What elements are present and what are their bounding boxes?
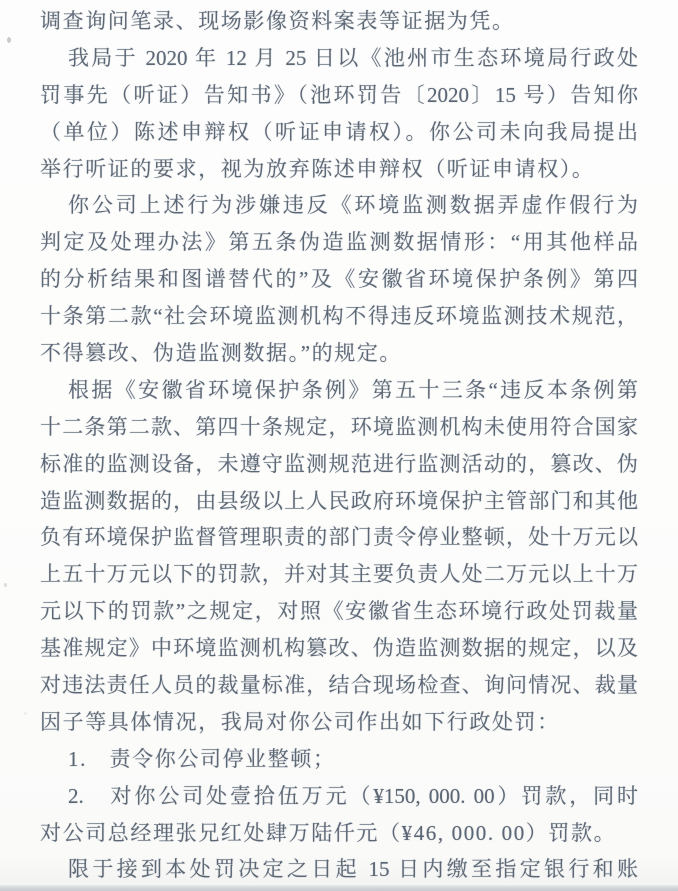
document-line: 基准规定》中环境监测机构篡改、伪造监测数据的规定，以及: [40, 636, 638, 661]
document-line: 十条第二款“社会环境监测机构不得违反环境监测技术规范，: [40, 304, 638, 329]
document-line: （单位）陈述申辩权（听证申请权）。你公司未向我局提出: [40, 119, 638, 144]
document-line: 对违法责任人员的裁量标准，结合现场检查、询问情况、裁量: [40, 673, 638, 698]
document-line: 罚事先（听证）告知书》（池环罚告〔2020〕15 号）告知你: [40, 82, 638, 107]
scan-speckle: [24, 712, 27, 715]
document-line: 根据《安徽省环境保护条例》第五十三条“违反本条例第: [68, 377, 638, 402]
document-line: 调查询问笔录、现场影像资料案表等证据为凭。: [40, 9, 515, 33]
scan-speckle: [311, 242, 314, 245]
document-line: 你公司上述行为涉嫌违反《环境监测数据弄虚作假行为: [68, 193, 638, 218]
document-line: 我局于 2020 年 12 月 25 日以《池州市生态环境局行政处: [68, 45, 638, 70]
document-body: [40, 3, 638, 888]
document-line: 因子等具体情况，我局对你公司作出如下行政处罚：: [40, 709, 560, 734]
document-line: 对公司总经理张兄红处肆万陆仟元（¥46, 000. 00）罚款。: [40, 820, 617, 845]
scan-speckle: [4, 583, 7, 587]
document-line: 十二条第二款、第四十条规定，环境监测机构未使用符合国家: [40, 414, 638, 439]
document-line: 负有环境保护监督管理职责的部门责令停业整顿，处十万元以: [40, 525, 638, 550]
document-line: 造监测数据的，由县级以上人民政府环境保护主管部门和其他: [40, 488, 638, 513]
document-line: 限于接到本处罚决定之日起 15 日内缴至指定银行和账: [68, 857, 638, 882]
document-line: 不得篡改、伪造监测数据。”的规定。: [40, 341, 403, 366]
document-line: 元以下的罚款”之规定，对照《安徽省生态环境行政处罚裁量: [40, 599, 638, 624]
scan-speckle: [7, 37, 11, 43]
scan-bottom-edge: [0, 885, 678, 891]
document-line: 标准的监测设备，未遵守监测规范进行监测活动的，篡改、伪: [40, 451, 638, 476]
document-line: 的分析结果和图谱替代的”及《安徽省环境保护条例》第四: [40, 267, 638, 292]
document-line: 2. 对你公司处壹拾伍万元（¥150, 000. 00）罚款，同时: [68, 783, 638, 808]
document-line: 1. 责令你公司停业整顿；: [68, 746, 336, 771]
document-line: 上五十万元以下的罚款，并对其主要负责人处二万元以上十万: [40, 562, 638, 587]
document-line: 举行听证的要求，视为放弃陈述申辩权（听证申请权）。: [40, 156, 595, 181]
document-line: 判定及处理办法》第五条伪造监测数据情形：“用其他样品: [40, 230, 638, 255]
